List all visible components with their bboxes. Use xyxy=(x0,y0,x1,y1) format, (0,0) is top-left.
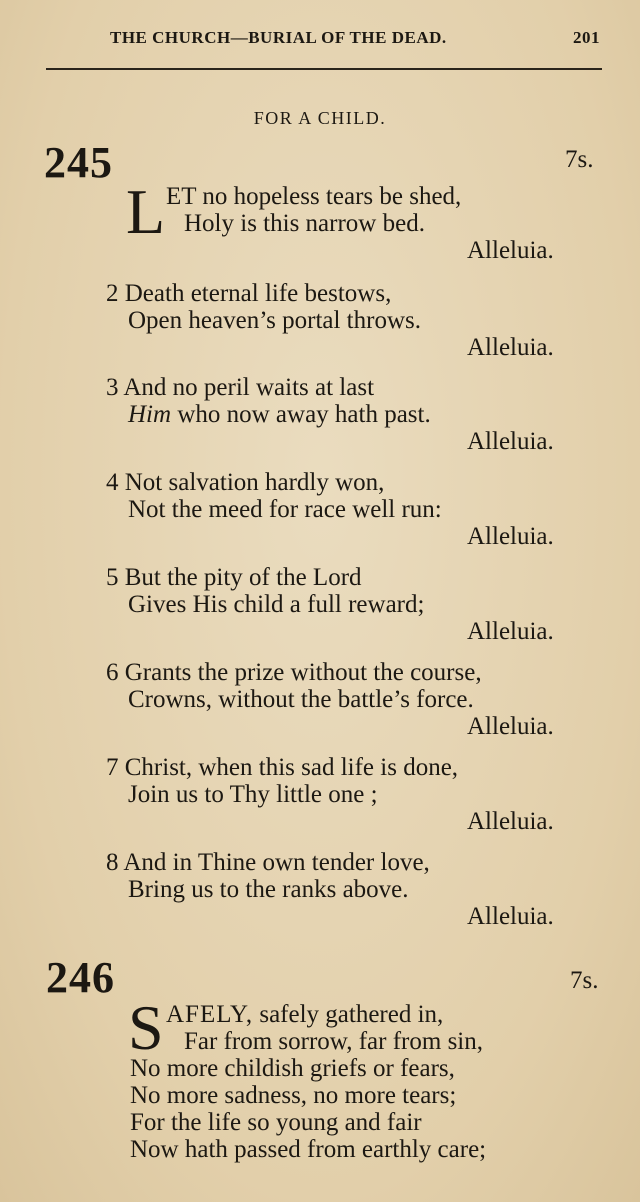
hymn-line-tail: safely gathered in, xyxy=(253,1001,444,1028)
stanza-line xyxy=(106,849,430,877)
stanza-number: 6 xyxy=(106,659,119,686)
hymn-line-caps: AFELY, xyxy=(166,1001,254,1028)
stanza-line xyxy=(106,659,482,687)
hymn-line: Now hath passed from earthly care; xyxy=(130,1136,487,1163)
stanza-text: Grants the prize without the course, xyxy=(124,659,482,686)
refrain: Alleluia. xyxy=(467,808,554,835)
stanza-number: 2 xyxy=(106,280,119,307)
hymn-line xyxy=(166,1001,443,1029)
stanza-number: 3 xyxy=(106,374,119,401)
stanza-line xyxy=(106,280,391,308)
hymn-line: No more childish griefs or fears, xyxy=(130,1055,455,1082)
stanza-text: And no peril waits at last xyxy=(123,374,375,401)
stanza-number: 8 xyxy=(106,849,119,876)
hymn-line: No more sadness, no more tears; xyxy=(130,1082,457,1109)
stanza-number: 5 xyxy=(106,564,119,591)
hymn-line: Far from sorrow, far from sin, xyxy=(184,1028,483,1055)
stanza-text: Not salvation hardly won, xyxy=(124,469,385,496)
stanza-line: Open heaven’s portal throws. xyxy=(128,307,421,334)
refrain: Alleluia. xyxy=(467,618,554,645)
stanza-line: Join us to Thy little one ; xyxy=(128,781,378,808)
refrain: Alleluia. xyxy=(467,334,554,361)
drop-cap: S xyxy=(128,992,164,1063)
drop-cap: L xyxy=(126,176,166,247)
stanza-line xyxy=(106,469,384,497)
stanza-text: And in Thine own tender love, xyxy=(123,849,430,876)
refrain: Alleluia. xyxy=(467,903,554,930)
stanza-line: Gives His child a full reward; xyxy=(128,591,425,618)
emphasis: Him xyxy=(128,401,172,428)
stanza-line xyxy=(128,401,431,429)
hymn-meter: 7s. xyxy=(570,967,599,994)
stanza-line: Bring us to the ranks above. xyxy=(128,876,409,903)
stanza-line xyxy=(106,374,374,402)
header-rule xyxy=(46,68,602,70)
hymn-number: 245 xyxy=(44,138,113,187)
hymn-meter: 7s. xyxy=(565,146,594,173)
stanza-text: who now away hath past. xyxy=(171,401,431,428)
hymn-line: For the life so young and fair xyxy=(130,1109,422,1136)
refrain: Alleluia. xyxy=(467,428,554,455)
stanza-number: 4 xyxy=(106,469,119,496)
running-head-title: THE CHURCH—BURIAL OF THE DEAD. xyxy=(110,28,447,47)
hymn-line: Holy is this narrow bed. xyxy=(184,210,425,237)
refrain: Alleluia. xyxy=(467,523,554,550)
hymn-line: ET no hopeless tears be shed, xyxy=(166,183,462,210)
running-head xyxy=(50,28,600,54)
refrain: Alleluia. xyxy=(467,237,554,264)
stanza-line xyxy=(106,754,458,782)
stanza-text: Death eternal life bestows, xyxy=(124,280,392,307)
refrain: Alleluia. xyxy=(467,713,554,740)
hymn-number: 246 xyxy=(46,953,115,1002)
stanza-line xyxy=(106,564,362,592)
stanza-line: Not the meed for race well run: xyxy=(128,496,442,523)
stanza-line: Crowns, without the battle’s force. xyxy=(128,686,474,713)
stanza-number: 7 xyxy=(106,754,119,781)
page-number: 201 xyxy=(573,28,600,47)
section-title: FOR A CHILD. xyxy=(253,108,387,128)
stanza-text: Christ, when this sad life is done, xyxy=(124,754,459,781)
stanza-text: But the pity of the Lord xyxy=(124,564,362,591)
